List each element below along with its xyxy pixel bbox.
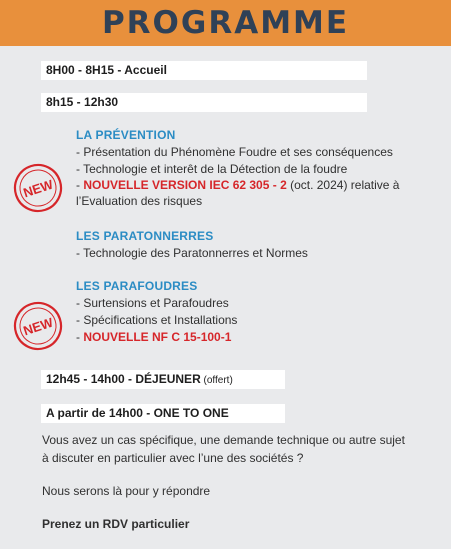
- new-stamp-label: NEW: [21, 176, 55, 201]
- footer-rdv: Prenez un RDV particulier: [42, 517, 190, 531]
- prevention-line-4: l’Evaluation des risques: [76, 194, 203, 208]
- prevention-line-2: - Technologie et interêt de la Détection de la foudre: [76, 162, 348, 176]
- schedule-bar-lunch-note: (offert): [200, 375, 233, 386]
- parafoudres-line-3-prefix: -: [76, 330, 84, 344]
- prevention-title: LA PRÉVENTION: [76, 128, 176, 142]
- prevention-line-3-rest: (oct. 2024) relative à: [286, 178, 400, 192]
- new-stamp-label: NEW: [21, 314, 55, 339]
- page-title: PROGRAMME: [101, 5, 350, 41]
- footer-answer: Nous serons là pour y répondre: [42, 484, 211, 498]
- prevention-new-version: NOUVELLE VERSION IEC 62 305 - 2: [83, 178, 287, 192]
- parafoudres-title: LES PARAFOUDRES: [76, 279, 198, 293]
- schedule-bar-morning: [41, 93, 367, 112]
- prevention-line-3: [76, 177, 426, 193]
- prevention-line-1: - Présentation du Phénomène Foudre et ses conséquences: [76, 145, 393, 159]
- parafoudres-line-2: - Spécifications et Installations: [76, 313, 238, 327]
- paratonnerres-line-1: - Technologie des Paratonnerres et Normes: [76, 246, 308, 260]
- schedule-bar-accueil: [41, 61, 367, 80]
- schedule-bar-accueil-text: 8H00 - 8H15 - Accueil: [46, 63, 167, 77]
- schedule-bar-one-to-one: [41, 404, 285, 423]
- footer-question: Vous avez un cas spécifique, une demande technique ou autre sujet à discuter en particulier avec l’une des sociétés ?: [42, 433, 405, 465]
- paratonnerres-title: LES PARATONNERRES: [76, 229, 214, 243]
- schedule-bar-morning-text: 8h15 - 12h30: [46, 95, 119, 109]
- schedule-bar-one-to-one-text: A partir de 14h00 - ONE TO ONE: [46, 406, 229, 420]
- new-stamp-icon: [12, 162, 64, 214]
- schedule-bar-lunch: [41, 370, 285, 389]
- prevention-line-3-prefix: -: [76, 178, 84, 192]
- new-stamp-icon: [12, 300, 64, 352]
- header-banner: [0, 0, 451, 46]
- schedule-bar-lunch-text: 12h45 - 14h00 - DÉJEUNER: [46, 372, 201, 386]
- parafoudres-line-3: [76, 329, 426, 345]
- parafoudres-line-1: - Surtensions et Parafoudres: [76, 296, 229, 310]
- parafoudres-new-norm: NOUVELLE NF C 15-100-1: [83, 330, 232, 344]
